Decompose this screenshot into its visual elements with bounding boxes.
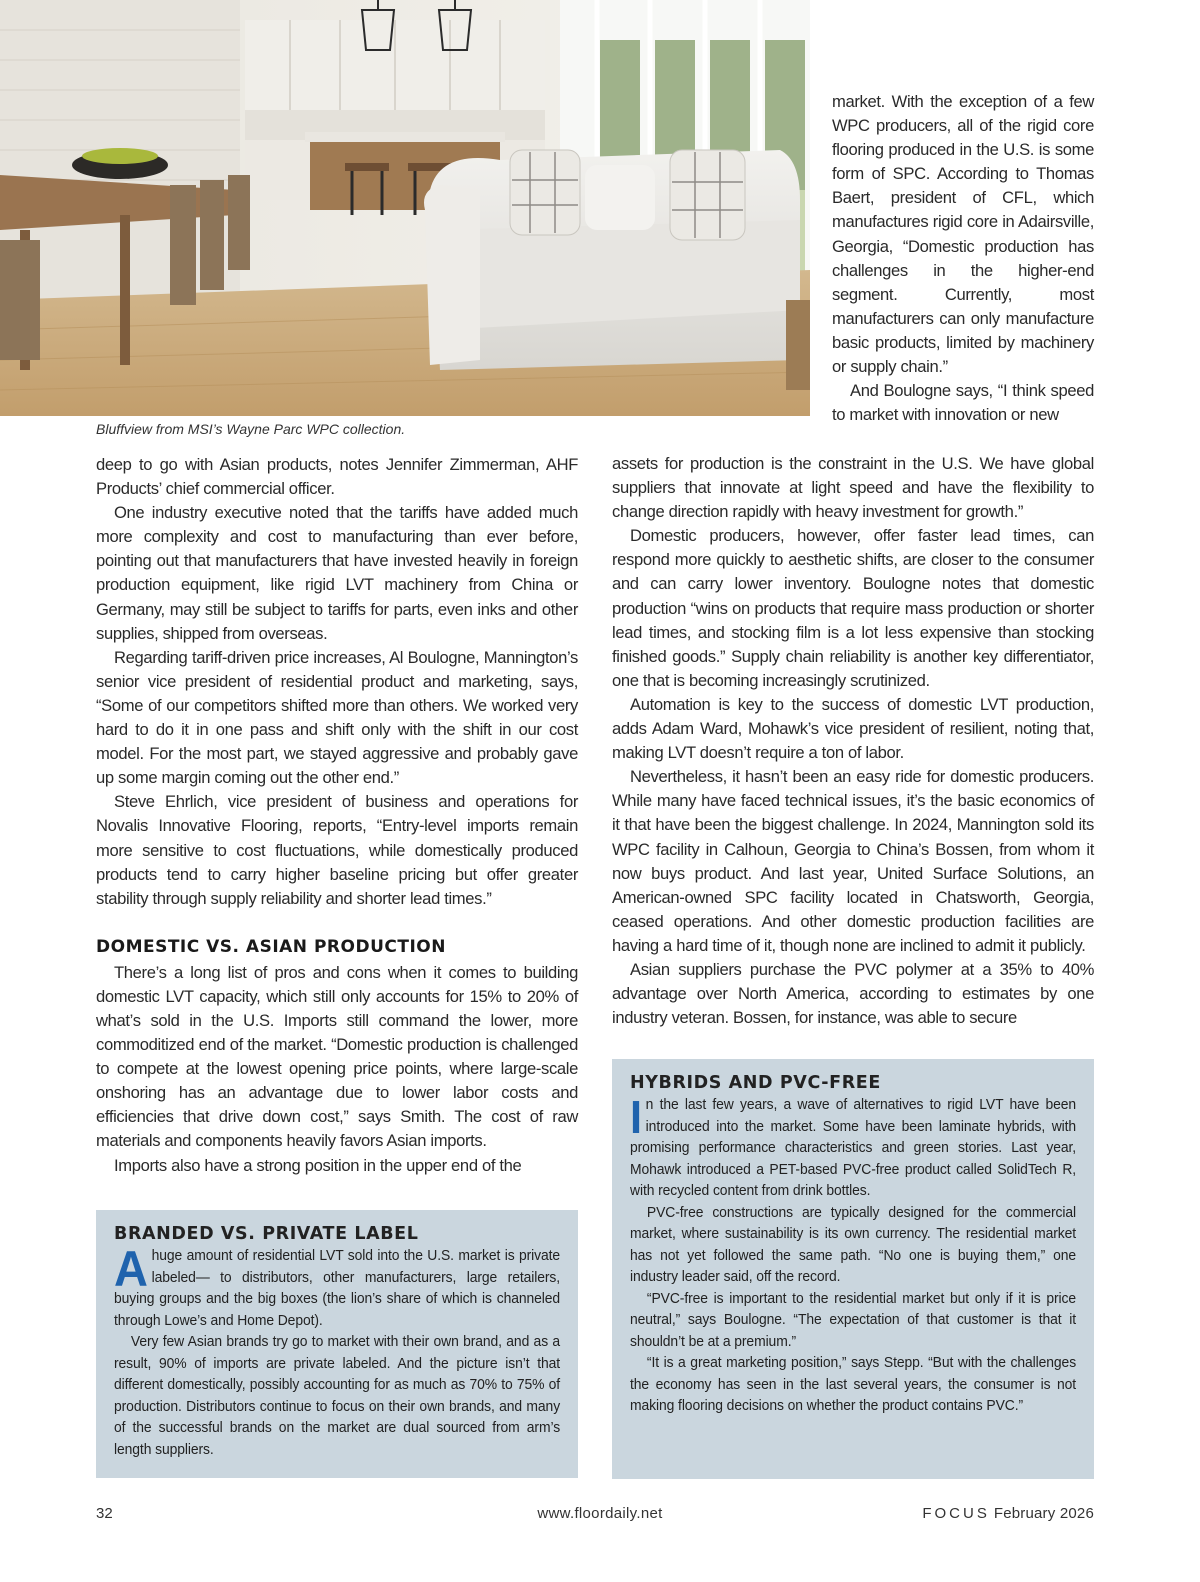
- body-paragraph: Imports also have a strong position in the upper end of the: [114, 1155, 522, 1175]
- sidebar-title: HYBRIDS AND PVC-FREE: [630, 1073, 881, 1093]
- sidebar-hybrids: [612, 1059, 1094, 1479]
- body-paragraph: assets for production is the constraint in the U.S. We have global suppliers that innovate at light speed and have the flexibility to change direction rapidly with heavy investment for growth.”: [612, 454, 1094, 522]
- body-paragraph: Nevertheless, it hasn’t been an easy ride for domestic producers. While many have faced technical issues, it’s the basic economics of it that have been the biggest challenge. In 2024, Mannington sold its WPC facility in Calhoun, Georgia to China’s Bossen, from whom it now buys product. And last year, United Surface Solutions, an American-owned SPC facility located in Chatsworth, Georgia, ceased operations. And other domestic production facilities are having a hard time of it, though none are inclined to admit it publicly.: [612, 767, 1094, 955]
- body-paragraph: There’s a long list of pros and cons when it comes to building domestic LVT capacity, which still only accounts for 15% to 20% of what’s sold in the U.S. Imports still command the lower, more commoditized end of the market. “Domestic production is challenged to compete at the lowest opening price points, where large-scale onshoring has an advantage due to lower labor costs and efficiencies that drive down cost,” says Smith. The cost of raw materials and components heavily favors Asian imports.: [96, 962, 578, 1151]
- sidebar-paragraph: “PVC-free is important to the residential market but only if it is price neutral,” says Boulogne. “The expectation of that customer is that it shouldn’t be at a premium.”: [630, 1290, 1077, 1350]
- body-paragraph: Regarding tariff-driven price increases, Al Boulogne, Mannington’s senior vice president of residential product and marketing, says, “Some of our competitors shifted more than others. We worked very hard to do it in one pass and shift only with the shift in our cost model. For the most part, we stayed aggressive and probably gave up some margin coming out the other end.”: [96, 647, 578, 788]
- sidebar-paragraph: Very few Asian brands try go to market with their own brand, and as a result, 90% of imports are private labeled. And the picture isn’t that different domestically, possibly accounting for as much as 70% to 75% of production. Distributors continue to focus on their own brands, and many of the successful brands on the market are dual sourced from arm’s length suppliers.: [114, 1334, 561, 1458]
- body-paragraph: Automation is key to the success of domestic LVT production, adds Adam Ward, Mohawk’s vice president of resilient, noting that, making LVT doesn’t require a ton of labor.: [612, 694, 1094, 763]
- body-paragraph: market. With the exception of a few WPC producers, all of the rigid core flooring produced in the U.S. is some form of SPC. According to Thomas Baert, president of CFL, which manufactures rigid core in Adairsville, Georgia, “Domestic production has challenges in the higher-end segment. Currently, most manufacturers can only manufacture basic products, limited by machinery or supply chain.”: [832, 92, 1094, 377]
- section-heading: DOMESTIC VS. ASIAN PRODUCTION: [96, 936, 446, 957]
- sidebar-branded: [96, 1210, 578, 1478]
- body-paragraph: Domestic producers, however, offer faster lead times, can respond more quickly to aesthetic shifts, are closer to the consumer and can carry lower inventory. Boulogne notes that domestic production “wins on products that require mass production or shorter lead times, and stocking film is a lot less expensive than stocking finished goods.” Supply chain reliability is another key differentiator, one that is becoming increasingly scrutinized.: [612, 526, 1094, 690]
- kitchen-living-room-photo: [0, 0, 810, 416]
- body-paragraph: Asian suppliers purchase the PVC polymer at a 35% to 40% advantage over North America, according to estimates by one industry veteran. Bossen, for instance, was able to secure: [612, 959, 1094, 1028]
- left-column: [96, 453, 578, 1178]
- magazine-name: FOCUS: [922, 1505, 990, 1522]
- sidebar-paragraph: [630, 1091, 1077, 1203]
- drop-cap: I: [630, 1091, 642, 1143]
- body-paragraph: Steve Ehrlich, vice president of business and operations for Novalis Innovative Flooring, reports, “Entry-level imports remain more sensitive to cost fluctuations, while domestically produced products tend to carry higher baseline pricing but offer greater stability through supply reliability and shorter lead times.”: [96, 792, 578, 908]
- page-number: 32: [96, 1505, 113, 1522]
- sidebar-paragraph-text: n the last few years, a wave of alternatives to rigid LVT have been introduced into the market. Some have been laminate hybrids, with promising performance characteristics and green stories. Last year, Mohawk introduced a PET-based PVC-free product called SolidTech R, with recycled content from drink bottles.: [630, 1097, 1077, 1199]
- right-column-top: [832, 90, 1094, 427]
- drop-cap: A: [114, 1241, 148, 1297]
- sidebar-title: BRANDED VS. PRIVATE LABEL: [114, 1224, 419, 1244]
- sidebar-paragraph-text: huge amount of residential LVT sold into the U.S. market is private labeled— to distributors, other manufacturers, large retailers, buying groups and the big boxes (the lion’s share of which is channeled through Lowe’s and Home Depot).: [114, 1248, 561, 1329]
- photo-caption: Bluffview from MSI’s Wayne Parc WPC collection.: [96, 421, 406, 437]
- body-paragraph: One industry executive noted that the tariffs have added much more complexity and cost to manufacturing than ever before, pointing out that manufacturers that have invested heavily in foreign production equipment, like rigid LVT machinery from China or Germany, may still be subject to tariffs for parts, even inks and other supplies, shipped from overseas.: [96, 503, 578, 643]
- body-paragraph: deep to go with Asian products, notes Jennifer Zimmerman, AHF Products’ chief commercial officer.: [96, 455, 578, 499]
- issue-date: February 2026: [993, 1505, 1094, 1522]
- sidebar-paragraph: “It is a great marketing position,” says Stepp. “But with the challenges the economy has seen in the last several years, the consumer is not making flooring decisions on whether the product contains PVC.”: [630, 1355, 1077, 1414]
- sidebar-paragraph: [114, 1241, 561, 1332]
- body-paragraph: And Boulogne says, “I think speed to market with innovation or new: [832, 381, 1094, 425]
- sidebar-paragraph: PVC-free constructions are typically designed for the commercial market, where sustainability is its own currency. The residential market has not yet followed the same path. “No one is buying them,” one industry leader said, off the record.: [630, 1204, 1077, 1285]
- issue-label: [922, 1505, 1094, 1522]
- site-url: www.floordaily.net: [537, 1505, 663, 1522]
- right-column: [612, 452, 1094, 1030]
